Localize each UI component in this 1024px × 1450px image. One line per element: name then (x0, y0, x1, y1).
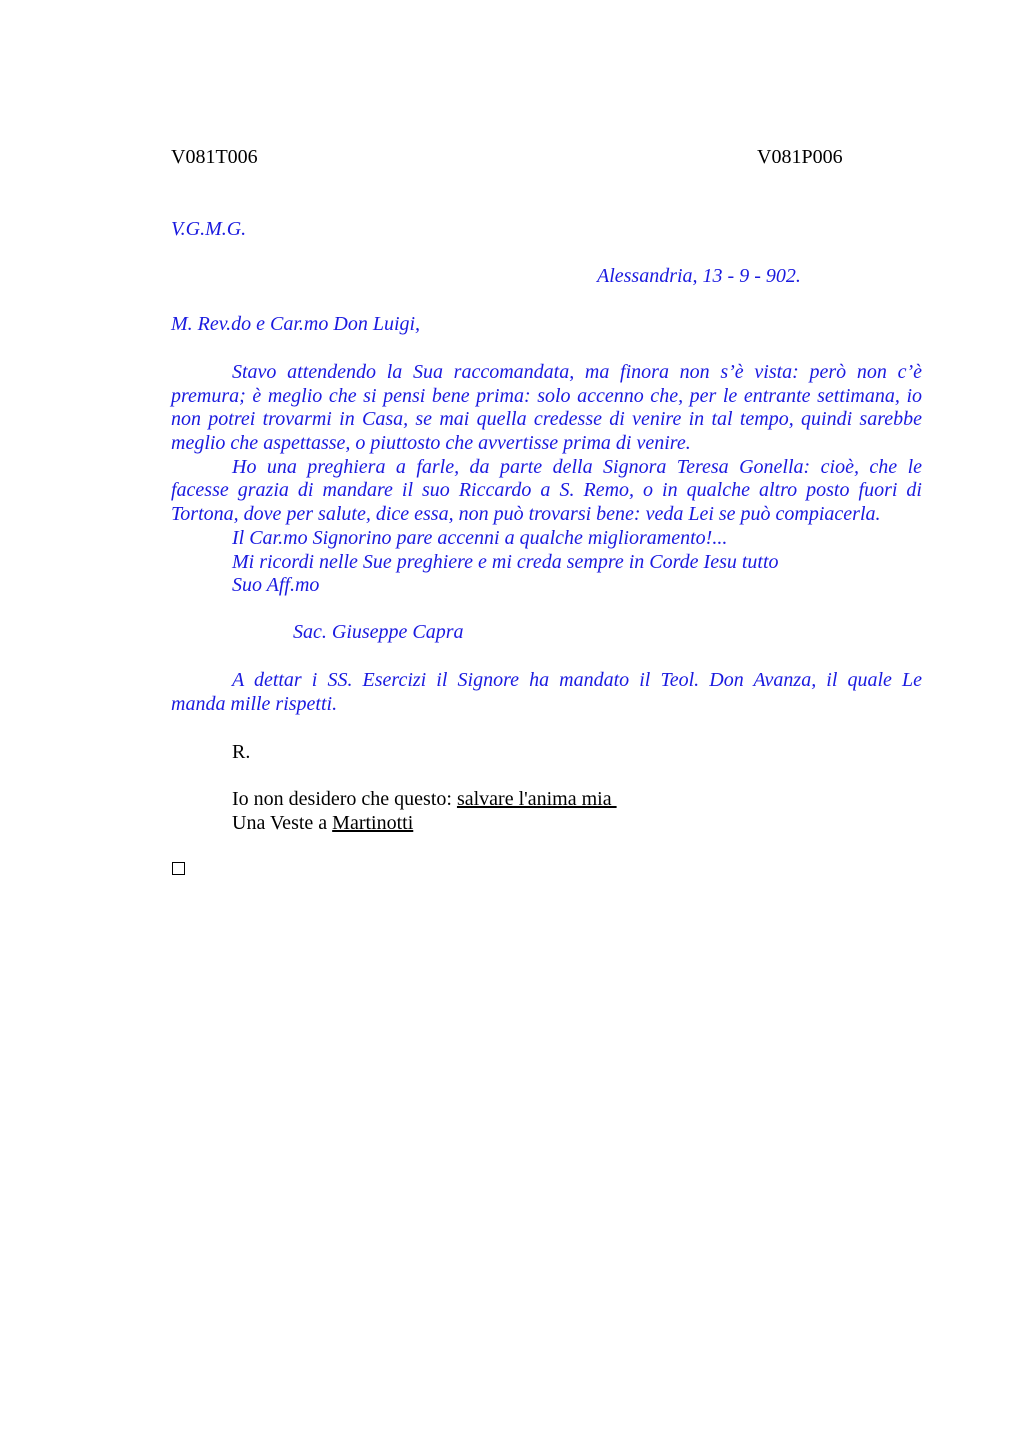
salutation: M. Rev.do e Car.mo Don Luigi, (171, 313, 421, 335)
para1-line: non potrei trovarmi in Casa, se mai quella credesse di venire in tal tempo, quindi sarebbe (171, 408, 922, 431)
place-date: Alessandria, 13 - 9 - 902. (597, 265, 801, 287)
letter-body (171, 361, 922, 598)
reply-line1-prefix: Io non desidero che questo: (232, 788, 457, 810)
para2-line: Ho una preghiera a farle, da parte della Signora Teresa Gonella: cioè, che le (232, 455, 922, 478)
signature: Sac. Giuseppe Capra (293, 621, 464, 643)
reply-line1-underlined: salvare l'anima mia (456, 788, 617, 810)
yours-line: Suo Aff.mo (232, 574, 320, 597)
postscript-line: manda mille rispetti. (171, 692, 338, 715)
closing-line: Mi ricordi nelle Sue preghiere e mi creda sempre in Corde Iesu tutto (232, 550, 779, 573)
left-code: V081T006 (171, 146, 258, 168)
reply-line2-prefix: Una Veste a (232, 811, 333, 834)
para2-line: Tortona, dove per salute, dice essa, non può trovarsi bene: veda Lei se può compiacerla. (171, 503, 881, 526)
reply-line2-underlined: Martinotti (332, 811, 414, 834)
para1-line: meglio che aspettasse, o piuttosto che avvertisse prima di venire. (171, 432, 691, 455)
postscript (171, 669, 922, 716)
right-code: V081P006 (757, 146, 843, 168)
invocation: V.G.M.G. (171, 218, 247, 240)
reply-lines (232, 788, 617, 835)
para1-line: premura; è meglio che si pensi bene prima: solo accenno che, per le entrante settimana, io (171, 384, 922, 407)
improvement-line: Il Car.mo Signorino pare accenni a qualche miglioramento!... (232, 526, 728, 549)
empty-box-glyph (172, 862, 185, 875)
para1-line: Stavo attendendo la Sua raccomandata, ma finora non s’è vista: però non c’è (232, 361, 922, 383)
postscript-line: A dettar i SS. Esercizi il Signore ha mandato il Teol. Don Avanza, il quale Le (232, 669, 922, 691)
reply-label: R. (232, 741, 251, 763)
header-codes (171, 146, 922, 170)
para2-line: facesse grazia di mandare il suo Riccardo a S. Remo, o in qualche altro posto fuori di (171, 479, 922, 502)
